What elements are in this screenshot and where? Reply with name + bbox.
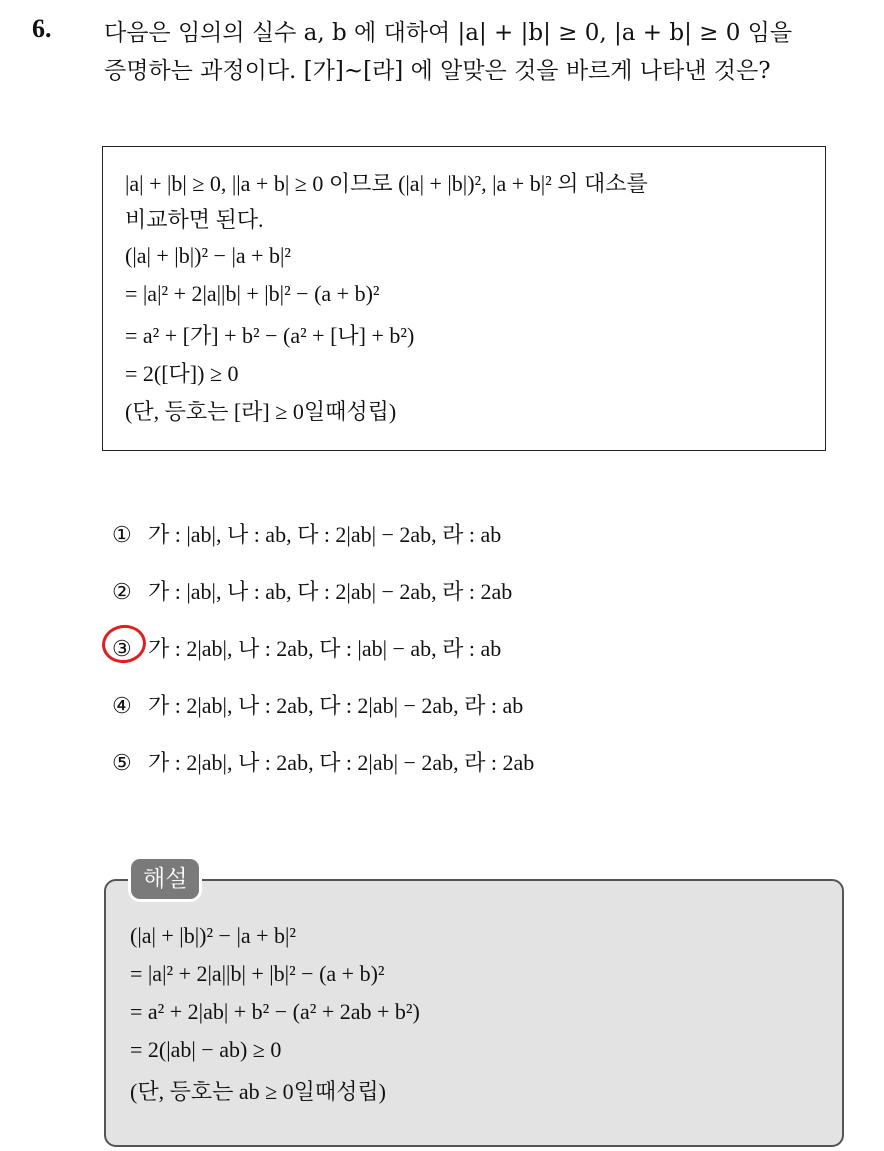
choice-text: 가 : |ab|, 나 : ab, 다 : 2|ab| − 2ab, 라 : ab (148, 522, 502, 547)
proof-line: = 2([다]) ≥ 0 (125, 361, 239, 386)
proof-line: |a| + |b| ≥ 0, ||a + b| ≥ 0 이므로 (|a| + |b|)², |a + b|² 의 대소를 (125, 171, 648, 196)
proof-line: 비교하면 된다. (125, 207, 264, 232)
choice-5[interactable] (112, 746, 534, 777)
proof-box (102, 146, 826, 451)
proof-line: = a² + [가] + b² − (a² + [나] + b²) (125, 323, 415, 348)
choice-3[interactable] (112, 632, 501, 663)
choice-text: 가 : 2|ab|, 나 : 2ab, 다 : |ab| − ab, 라 : ab (148, 636, 502, 661)
proof-line: = |a|² + 2|a||b| + |b|² − (a + b)² (125, 281, 380, 306)
proof-line: (단, 등호는 [라] ≥ 0일때성립) (125, 399, 397, 424)
question-number: 6. (32, 14, 52, 43)
choice-number: ② (112, 579, 132, 604)
proof-line: (|a| + |b|)² − |a + b|² (125, 243, 292, 268)
choice-number: ⑤ (112, 750, 132, 775)
choice-number: ④ (112, 693, 132, 718)
solution-tab-label: 해설 (128, 856, 202, 902)
choice-text: 가 : |ab|, 나 : ab, 다 : 2|ab| − 2ab, 라 : 2ab (148, 579, 513, 604)
question-text (104, 14, 874, 90)
choice-4[interactable] (112, 689, 523, 720)
solution-line: = a² + 2|ab| + b² − (a² + 2ab + b²) (130, 999, 420, 1024)
choice-number: ③ (112, 636, 132, 661)
solution-line: (단, 등호는 ab ≥ 0일때성립) (130, 1079, 387, 1104)
choice-text: 가 : 2|ab|, 나 : 2ab, 다 : 2|ab| − 2ab, 라 : ab (148, 693, 524, 718)
solution-line: (|a| + |b|)² − |a + b|² (130, 923, 297, 948)
solution-line: = 2(|ab| − ab) ≥ 0 (130, 1037, 282, 1062)
question-line-1: 다음은 임의의 실수 a, b 에 대하여 |a| + |b| ≥ 0, |a + b| ≥ 0 임을 (104, 20, 793, 46)
question-line-2: 증명하는 과정이다. [가]~[라] 에 알맞은 것을 바르게 나타낸 것은? (104, 58, 771, 84)
choice-text: 가 : 2|ab|, 나 : 2ab, 다 : 2|ab| − 2ab, 라 : 2ab (148, 750, 535, 775)
solution-box (104, 879, 844, 1147)
choice-2[interactable] (112, 575, 512, 606)
solution-line: = |a|² + 2|a||b| + |b|² − (a + b)² (130, 961, 385, 986)
choice-1[interactable] (112, 518, 501, 549)
choice-number: ① (112, 522, 132, 547)
